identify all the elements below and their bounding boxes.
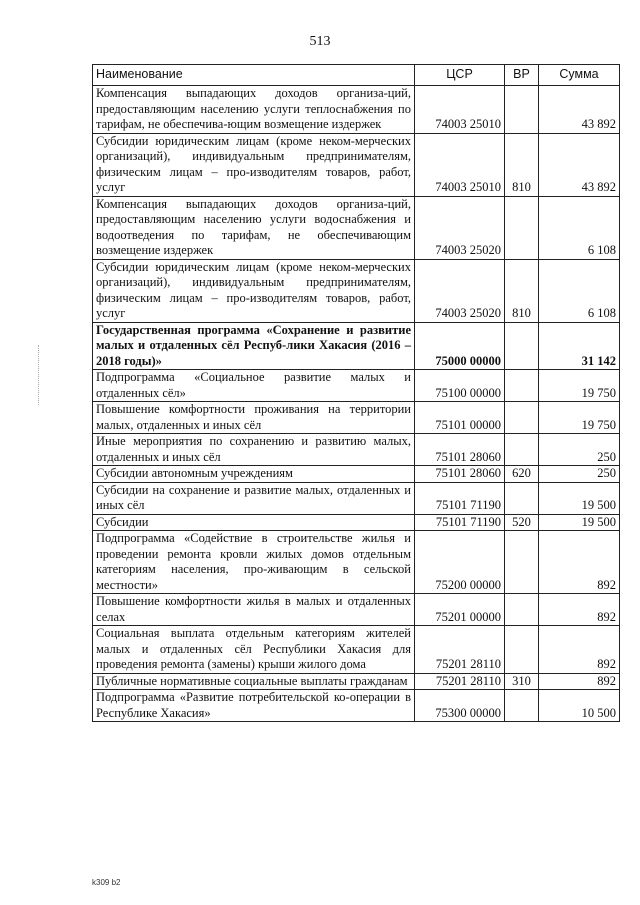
- margin-mark: [38, 345, 40, 405]
- cell-name: Субсидии юридическим лицам (кроме неком-мерческих организаций), индивидуальным предпринимателям, физическим лицам – про-изводителям товаров, работ, услуг: [93, 259, 415, 322]
- page-number: 513: [309, 34, 331, 49]
- cell-vr: 810: [505, 259, 539, 322]
- cell-vr: [505, 370, 539, 402]
- table-row: [93, 434, 620, 466]
- cell-sum: 19 750: [539, 370, 620, 402]
- table-row: [93, 514, 620, 531]
- cell-vr: [505, 196, 539, 259]
- table-row: [93, 196, 620, 259]
- cell-csr: 75101 00000: [415, 402, 505, 434]
- table-row: [93, 402, 620, 434]
- table-row: [93, 531, 620, 594]
- cell-vr: 310: [505, 673, 539, 690]
- cell-vr: [505, 626, 539, 674]
- cell-sum: 43 892: [539, 86, 620, 134]
- table-header-row: [93, 65, 620, 86]
- cell-vr: [505, 482, 539, 514]
- header-vr: ВР: [505, 65, 539, 86]
- cell-vr: [505, 594, 539, 626]
- header-name: Наименование: [93, 65, 415, 86]
- cell-sum: 6 108: [539, 196, 620, 259]
- cell-sum: 250: [539, 434, 620, 466]
- cell-csr: 75300 00000: [415, 690, 505, 722]
- cell-sum: 892: [539, 531, 620, 594]
- cell-name: Публичные нормативные социальные выплаты гражданам: [93, 673, 415, 690]
- table-row: [93, 133, 620, 196]
- cell-vr: 620: [505, 466, 539, 483]
- budget-table: [92, 64, 620, 722]
- table-row: [93, 690, 620, 722]
- cell-vr: [505, 322, 539, 370]
- table-row: [93, 626, 620, 674]
- cell-name: Повышение комфортности жилья в малых и отдаленных селах: [93, 594, 415, 626]
- cell-csr: 75101 28060: [415, 466, 505, 483]
- cell-sum: 19 500: [539, 514, 620, 531]
- cell-vr: [505, 86, 539, 134]
- cell-csr: 75100 00000: [415, 370, 505, 402]
- table-row: [93, 322, 620, 370]
- table-row: [93, 594, 620, 626]
- cell-csr: 74003 25020: [415, 259, 505, 322]
- cell-sum: 31 142: [539, 322, 620, 370]
- cell-csr: 75201 28110: [415, 626, 505, 674]
- header-sum: Сумма: [539, 65, 620, 86]
- cell-name: Государственная программа «Сохранение и развитие малых и отдаленных сёл Респуб-лики Хакасия (2016 – 2018 годы)»: [93, 322, 415, 370]
- cell-vr: 810: [505, 133, 539, 196]
- cell-vr: [505, 690, 539, 722]
- cell-name: Подпрограмма «Содействие в строительстве жилья и проведении ремонта кровли жилых домов отдельным категориям населения, про-живающим в сельской местности»: [93, 531, 415, 594]
- cell-sum: 892: [539, 673, 620, 690]
- cell-csr: 75201 00000: [415, 594, 505, 626]
- table-row: [93, 86, 620, 134]
- cell-csr: 75201 28110: [415, 673, 505, 690]
- table-row: [93, 482, 620, 514]
- cell-name: Компенсация выпадающих доходов организа-ций, предоставляющим населению услуги теплоснабжения по тарифам, не обеспечива-ющим возмещение издержек: [93, 86, 415, 134]
- table-row: [93, 466, 620, 483]
- cell-csr: 74003 25020: [415, 196, 505, 259]
- cell-name: Подпрограмма «Социальное развитие малых и отдаленных сёл»: [93, 370, 415, 402]
- cell-sum: 19 500: [539, 482, 620, 514]
- cell-csr: 75200 00000: [415, 531, 505, 594]
- header-csr: ЦСР: [415, 65, 505, 86]
- cell-sum: 892: [539, 594, 620, 626]
- cell-name: Субсидии юридическим лицам (кроме неком-мерческих организаций), индивидуальным предпринимателям, физическим лицам – про-изводителям товаров, работ, услуг: [93, 133, 415, 196]
- cell-name: Подпрограмма «Развитие потребительской ко-операции в Республике Хакасия»: [93, 690, 415, 722]
- table-row: [93, 370, 620, 402]
- cell-csr: 74003 25010: [415, 133, 505, 196]
- cell-name: Социальная выплата отдельным категориям жителей малых и отдаленных сёл Республики Хакасия для проведения ремонта (замены) крыши жилого дома: [93, 626, 415, 674]
- cell-vr: 520: [505, 514, 539, 531]
- table-row: [93, 673, 620, 690]
- cell-sum: 10 500: [539, 690, 620, 722]
- cell-name: Субсидии: [93, 514, 415, 531]
- cell-csr: 75101 71190: [415, 514, 505, 531]
- cell-vr: [505, 531, 539, 594]
- table-body: [93, 86, 620, 722]
- cell-name: Субсидии автономным учреждениям: [93, 466, 415, 483]
- cell-vr: [505, 402, 539, 434]
- cell-csr: 74003 25010: [415, 86, 505, 134]
- table-row: [93, 259, 620, 322]
- footer-code: k309 b2: [92, 878, 121, 887]
- cell-csr: 75101 71190: [415, 482, 505, 514]
- cell-sum: 250: [539, 466, 620, 483]
- cell-sum: 892: [539, 626, 620, 674]
- cell-csr: 75101 28060: [415, 434, 505, 466]
- cell-csr: 75000 00000: [415, 322, 505, 370]
- cell-name: Субсидии на сохранение и развитие малых, отдаленных и иных сёл: [93, 482, 415, 514]
- cell-name: Повышение комфортности проживания на территории малых, отдаленных и иных сёл: [93, 402, 415, 434]
- cell-name: Компенсация выпадающих доходов организа-ций, предоставляющим населению услуги водоснабжения и водоотведения по тарифам, не обеспечивающим возмещение издержек: [93, 196, 415, 259]
- cell-sum: 43 892: [539, 133, 620, 196]
- cell-name: Иные мероприятия по сохранению и развитию малых, отдаленных и иных сёл: [93, 434, 415, 466]
- cell-sum: 19 750: [539, 402, 620, 434]
- cell-sum: 6 108: [539, 259, 620, 322]
- cell-vr: [505, 434, 539, 466]
